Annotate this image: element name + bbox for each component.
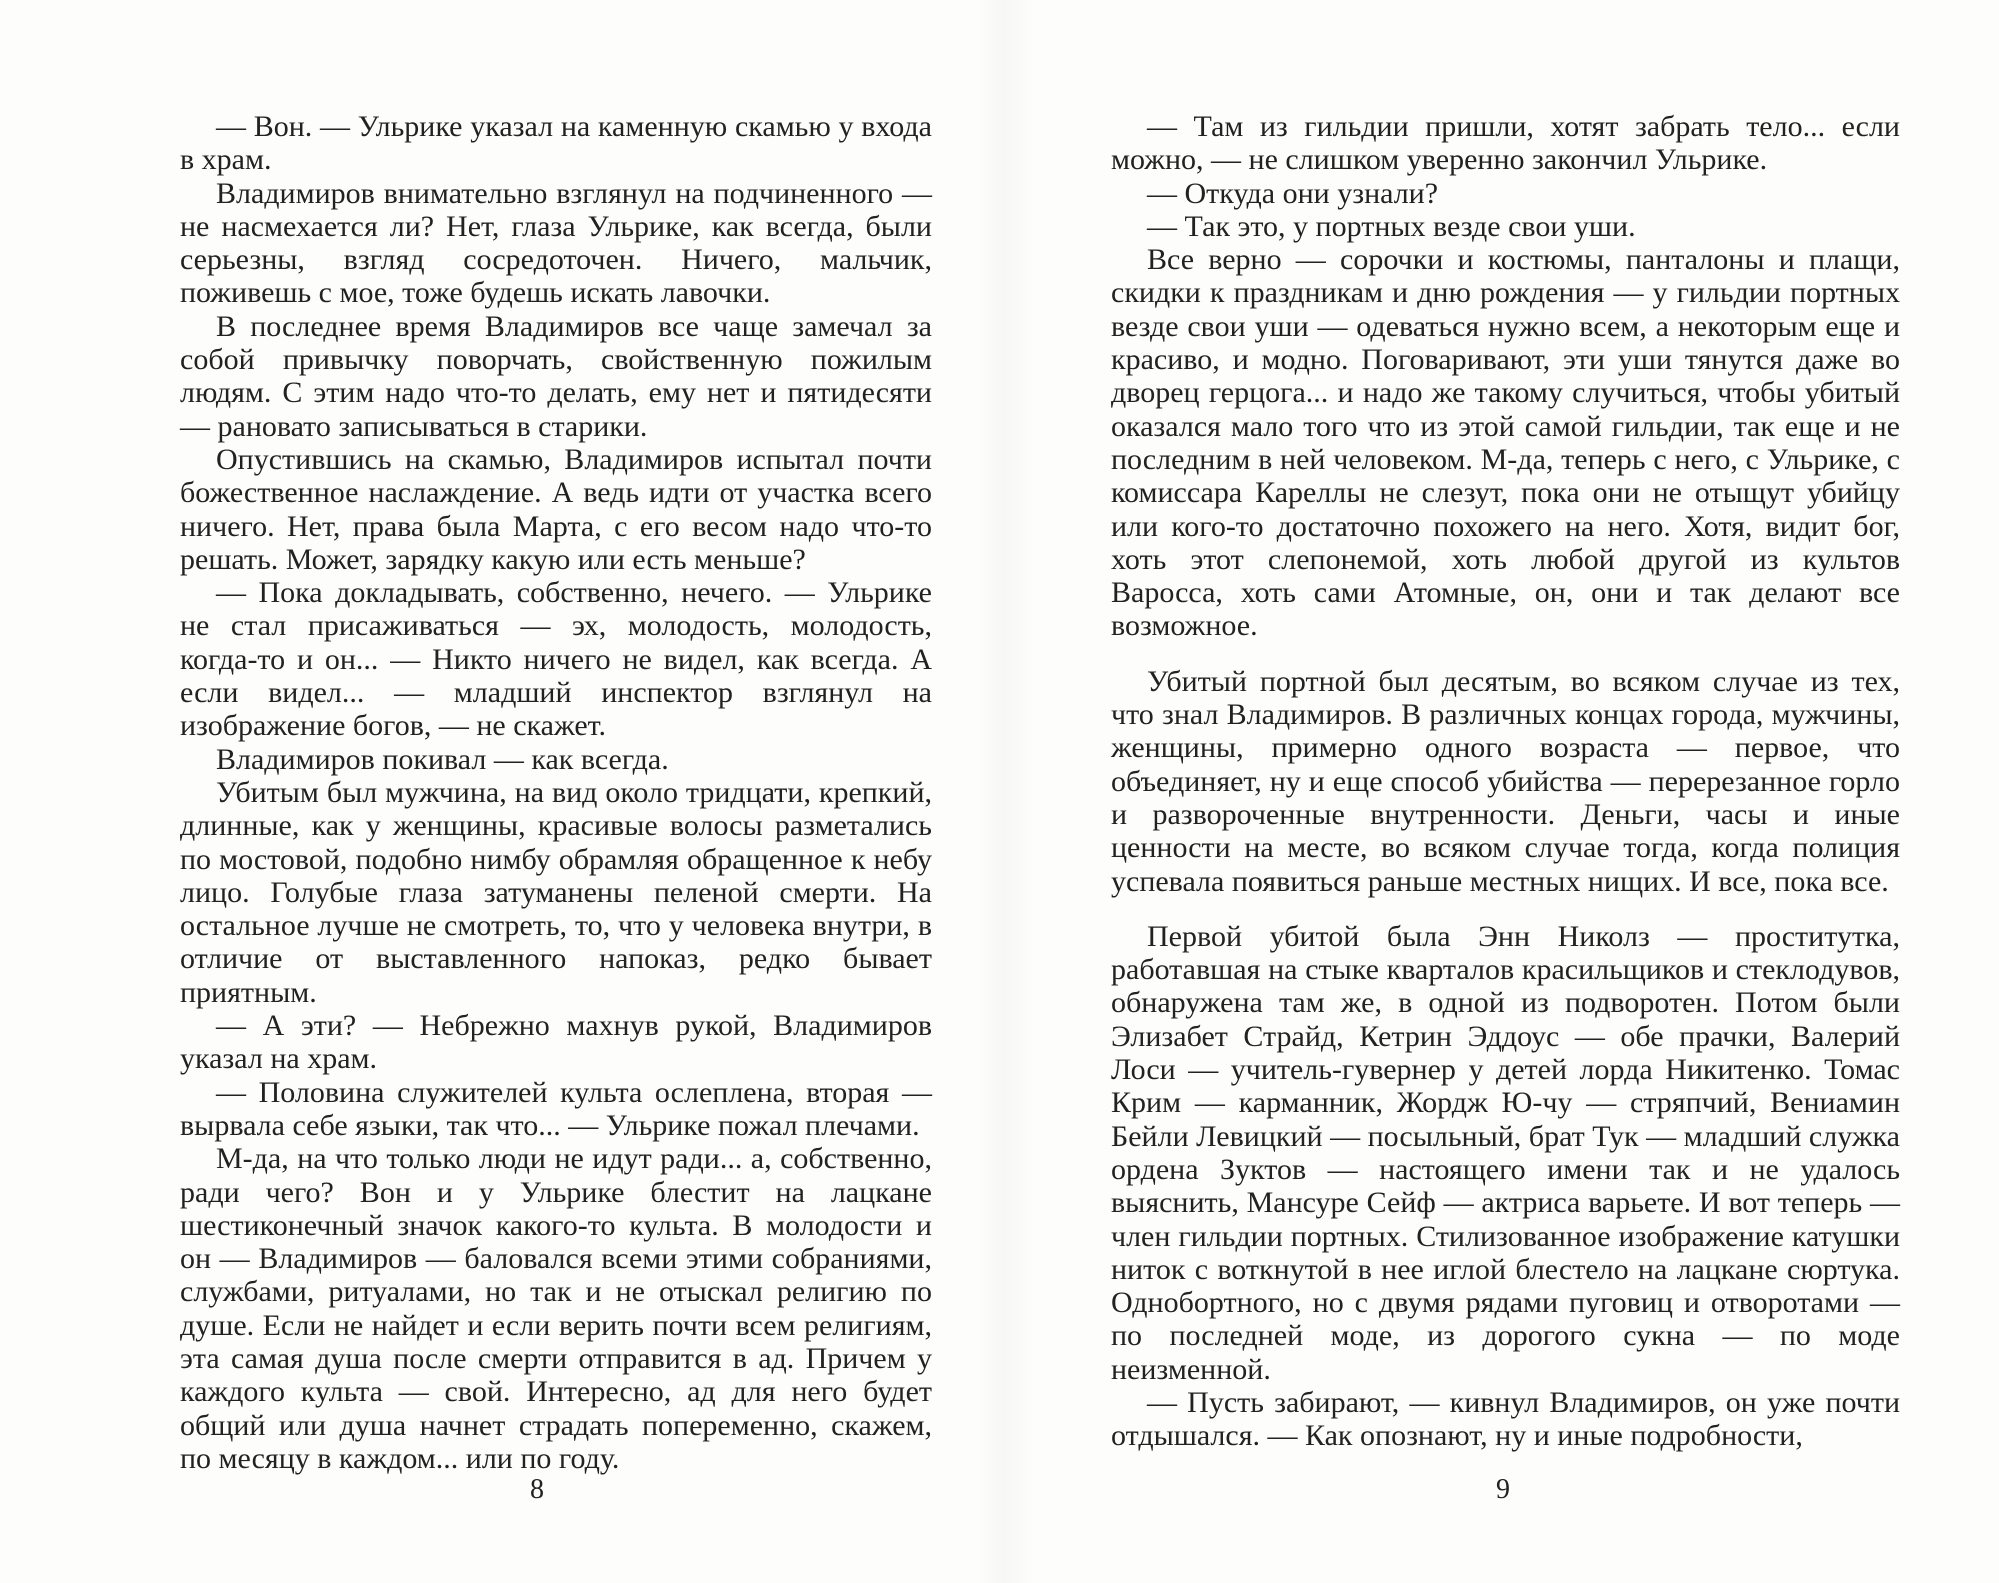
paragraph: Владимиров внимательно взглянул на подчиненного — не насмехается ли? Нет, глаза Ульрике, как всегда, были серьезны, взгляд сосредоточен. Ничего, мальчик, поживешь с мое, тоже будешь искать лавочки.: [180, 176, 932, 310]
paragraph: — Половина служителей культа ослеплена, вторая — вырвала себе языки, так что... — Ульрике пожал плечами.: [180, 1075, 932, 1142]
page-number-left: 8: [530, 1474, 544, 1505]
paragraph: В последнее время Владимиров все чаще замечал за собой привычку поворчать, свойственную пожилым людям. С этим надо что-то делать, ему нет и пятидесяти — рановато записываться в старики.: [180, 309, 932, 443]
paragraph: Владимиров покивал — как всегда.: [216, 742, 669, 776]
paragraph: Первой убитой была Энн Николз — проститутка, работавшая на стыке кварталов красильщиков и стеклодувов, обнаружена там же, в одной из подворотен. Потом были Элизабет Страйд, Кетрин Эддоус — обе прачки, Валерий Лоси — учитель-гувернер у детей лорда Никитенко. Томас Крим — карманник, Жордж Ю-чу — стряпчий, Вениамин Бейли Левицкий — посыльный, брат Тук — младший служка ордена Зуктов — настоящего имени так и не удалось выяснить, Мансуре Сейф — актриса варьете. И вот теперь — член гильдии портных. Стилизованное изображение катушки ниток с воткнутой в нее иглой блестело на лацкане сюртука. Однобортного, но с двумя рядами пуговиц и отворотами — по последней моде, из дорогого сукна — по моде неизменной.: [1111, 919, 1900, 1386]
paragraph: Убитым был мужчина, на вид около тридцати, крепкий, длинные, как у женщины, красивые волосы разметались по мостовой, подобно нимбу обрамляя обращенное к небу лицо. Голубые глаза затуманены пеленой смерти. На остальное лучше не смотреть, то, что у человека внутри, в отличие от выставленного напоказ, редко бывает приятным.: [180, 775, 932, 1009]
paragraph: М-да, на что только люди не идут ради... а, собственно, ради чего? Вон и у Ульрике блестит на лацкане шестиконечный значок какого-то культа. В молодости и он — Владимиров — баловался всеми этими собраниями, службами, ритуалами, но так и не отыскал религию по душе. Если не найдет и если верить почти всем религиям, эта самая душа после смерти отправится в ад. Причем у каждого культа — свой. Интересно, ад для него будет общий или душа начнет страдать попеременно, скажем, по месяцу в каждом... или по году.: [180, 1142, 932, 1475]
paragraph: — Так это, у портных везде свои уши.: [1147, 209, 1636, 243]
paragraph: — Пусть забирают, — кивнул Владимиров, он уже почти отдышался. — Как опознают, ну и иные подробности,: [1111, 1385, 1900, 1453]
right-page-text: [1111, 110, 1900, 1453]
left-page: [180, 110, 932, 1475]
page-number-right: 9: [1496, 1474, 1510, 1505]
paragraph: — Там из гильдии пришли, хотят забрать тело... если можно, — не слишком уверенно закончил Ульрике.: [1111, 110, 1900, 177]
paragraph: — А эти? — Небрежно махнув рукой, Владимиров указал на храм.: [180, 1009, 932, 1076]
paragraph: Убитый портной был десятым, во всяком случае из тех, что знал Владимиров. В различных концах города, мужчины, женщины, примерно одного возраста — первое, что объединяет, ну и еще способ убийства — перерезанное горло и развороченные внутренности. Деньги, часы и иные ценности на месте, во всяком случае тогда, когда полиция успевала появиться раньше местных нищих. И все, пока все.: [1111, 664, 1900, 898]
book-gutter: [975, 0, 1035, 1583]
paragraph: Все верно — сорочки и костюмы, панталоны и плащи, скидки к праздникам и дню рождения — у гильдии портных везде свои уши — одеваться нужно всем, а некоторым еще и красиво, и модно. Поговаривают, эти уши тянутся даже во дворец герцога... и надо же такому случиться, чтобы убитый оказался мало того что из этой самой гильдии, так еще и не последним в ней человеком. М-да, теперь с него, с Ульрике, с комиссара Кареллы не слезут, пока они не отыщут убийцу или кого-то достаточно похожего на него. Хотя, видит бог, хоть этот слепонемой, хоть любой другой из культов Варосса, хоть сами Атомные, он, они и так делают все возможное.: [1111, 243, 1900, 643]
paragraph: Опустившись на скамью, Владимиров испытал почти божественное наслаждение. А ведь идти от участка всего ничего. Нет, права была Марта, с его весом надо что-то решать. Может, зарядку какую или есть меньше?: [180, 442, 932, 576]
left-page-text: [180, 110, 932, 1475]
right-page: [1111, 110, 1900, 1453]
paragraph: — Вон. — Ульрике указал на каменную скамью у входа в храм.: [180, 110, 932, 177]
paragraph: — Откуда они узнали?: [1147, 176, 1439, 210]
paragraph: — Пока докладывать, собственно, нечего. — Ульрике не стал присаживаться — эх, молодость, молодость, когда-то и он... — Никто ничего не видел, как всегда. А если видел... — младший инспектор взглянул на изображение богов, — не скажет.: [180, 576, 932, 743]
